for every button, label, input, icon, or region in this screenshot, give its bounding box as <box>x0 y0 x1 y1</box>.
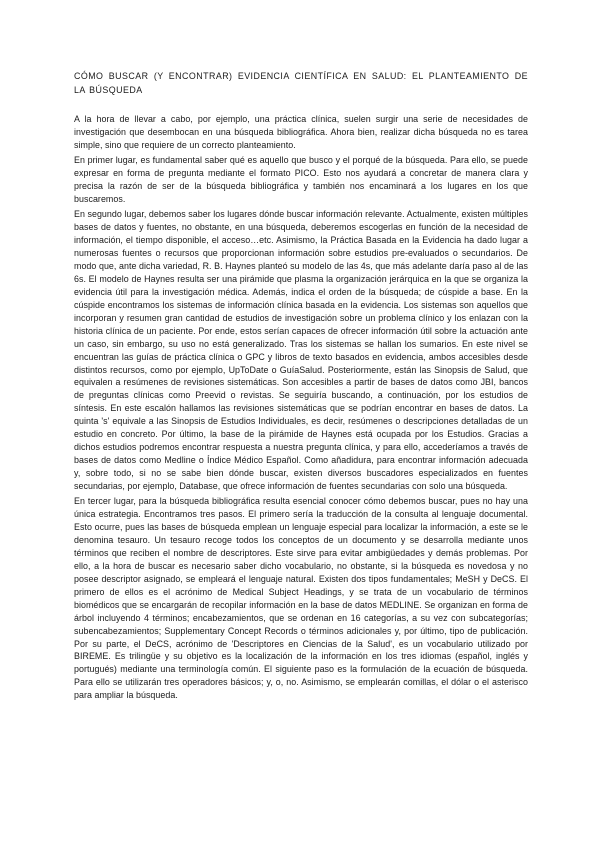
document-title: CÓMO BUSCAR (Y ENCONTRAR) EVIDENCIA CIENTÍFICA EN SALUD: EL PLANTEAMIENTO DE LA BÚSQUEDA <box>74 71 528 96</box>
paragraph-third-step: En tercer lugar, para la búsqueda bibliográfica resulta esencial conocer cómo debemos buscar, pues no hay una única estrategia. Encontramos tres pasos. El primero sería la traducción de la consulta al lenguaje documental. Esto ocurre, pues las bases de búsqueda emplean un lenguaje especial para localizar la información, a este se le denomina tesauro. Un tesauro recoge todos los conceptos de un documento y se desarrolla mediante unos términos que reciben el nombre de descriptores. Este sirve para evitar ambigüedades y demás problemas. Por ello, a la hora de buscar es necesario saber dicho vocabulario, no obstante, si la búsqueda es novedosa y no posee descriptor asignado, se empleará el lenguaje natural. Existen dos tipos fundamentales; MeSH y DeCS. El primero de ellos es el acrónimo de Medical Subject Headings, y se trata de un vocabulario de términos biomédicos que se encargarán de recopilar información en la base de datos MEDLINE. Se organizan en forma de árbol incluyendo 4 términos; encabezamientos, que se ordenan en 16 categorías, a su vez con subcategorías; subencabezamientos; Supplementary Concept Records o términos adicionales y, por último, tipo de publicación. Por su parte, el DeCS, acrónimo de 'Descriptores en Ciencias de la Salud', es un vocabulario utilizado por BIREME. Es trilingüe y su objetivo es la localización de la información en los tres idiomas (español, inglés y portugués) mediante una terminología común. El siguiente paso es la formulación de la ecuación de búsqueda. Para ello se utilizarán tres operadores básicos; y, o, no. Asimismo, se emplearán comillas, el dólar o el asterisco para ampliar la búsqueda. <box>74 496 528 701</box>
paragraph-first-step: En primer lugar, es fundamental saber qué es aquello que busco y el porqué de la búsqueda. Para ello, se puede expresar en forma de pregunta mediante el formato PICO. Esto nos ayudará a concretar de manera clara y precisa la razón de ser de la búsqueda bibliográfica y también nos encaminará a los lugares en los que buscaremos. <box>74 155 528 205</box>
paragraph-second-step: En segundo lugar, debemos saber los lugares dónde buscar información relevante. Actualmente, existen múltiples bases de datos y fuentes, no obstante, en una búsqueda, deberemos escogerlas en función de la necesidad de información, el tiempo disponible, el acceso…etc. Asimismo, la Práctica Basada en la Evidencia ha dado lugar a numerosas fuentes o recursos que proporcionan información sobre estudios pre-evaluados o secundarios. De modo que, ante dicha variedad, R. B. Haynes planteó su modelo de las 4s, que más adelante daría paso al de las 6s. El modelo de Haynes resulta ser una pirámide que plasma la organización jerárquica en la que se organiza la evidencia útil para la investigación médica. Además, indica el orden de la búsqueda; de cúspide a base. En la cúspide encontramos los sistemas de información clínica basada en la evidencia. Los sistemas son aquellos que incorporan y resumen gran cantidad de estudios de investigación sobre un problema clínico y los enlazan con la historia clínica de un paciente. Por ende, estos serían capaces de ofrecer información útil sobre la actuación ante un caso, sin embargo, su uso no está generalizado. Tras los sistemas se hallan los sumarios. En este nivel se encuentran las guías de práctica clínica o GPC y libros de texto basados en evidencia, ambos accesibles desde distintos recursos, como por ejemplo, UpToDate o GuíaSalud. Posteriormente, están las Sinopsis de Salud, que equivalen a resúmenes de revisiones sistemáticas. Son accesibles a partir de bases de datos como JBI, bancos de preguntas clínicas como Preevid o revistas. Se seguiría buscando, a continuación, por los estudios de síntesis. En este escalón hallamos las revisiones sistemáticas que se podrían encontrar en bases de datos. La quinta 's' equivale a las Sinopsis de Estudios Individuales, es decir, resúmenes o descripciones detalladas de un estudio en concreto. Por último, la base de la pirámide de Haynes está ocupada por los Estudios. Gracias a dichos estudios podremos encontrar respuesta a nuestra pregunta clínica, y para ello, accederíamos a través de bases de datos como Medline o Índice Médico Español. Como añadidura, para encontrar información adecuada y, sobre todo, si no se sabe bien dónde buscar, existen diversos buscadores especializados en fuentes secundarias, por ejemplo, Database, que ofrece información de fuentes secundarias con solo una búsqueda. <box>74 209 528 492</box>
paragraph-intro: A la hora de llevar a cabo, por ejemplo, una práctica clínica, suelen surgir una serie de necesidades de investigación que desembocan en una búsqueda bibliográfica. Ahora bien, realizar dicha búsqueda no es tarea simple, sino que requiere de un correcto planteamiento. <box>74 114 528 151</box>
